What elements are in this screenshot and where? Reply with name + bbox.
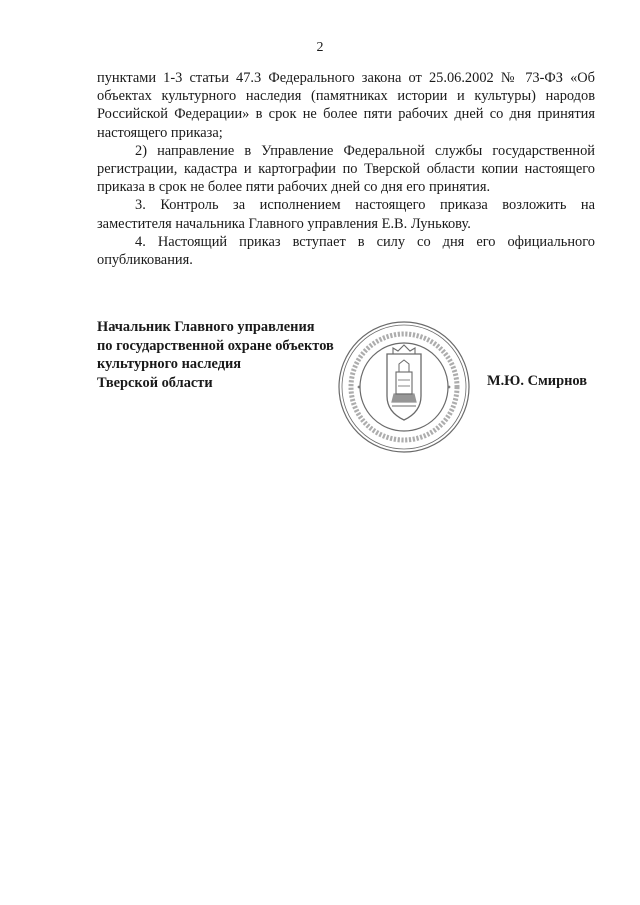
signatory-title-line: по государственной охране объектов (97, 337, 334, 354)
page-number: 2 (316, 40, 324, 55)
signatory-title-line: Начальник Главного управления (97, 319, 315, 335)
signatory-title-line: Тверской области (97, 374, 213, 391)
seal-outer-ring-inner (342, 325, 466, 449)
paragraph-item-4: 4. Настоящий приказ вступает в силу со дня его официального опубликования. (97, 233, 595, 269)
seal-ring-lettering (351, 334, 457, 440)
coat-of-arms-shield-icon (387, 354, 421, 420)
throne-icon (396, 372, 412, 394)
signatory-title-line: культурного наследия (97, 356, 242, 372)
paragraph-continuation: пунктами 1-3 статьи 47.3 Федерального закона от 25.06.2002 № 73-ФЗ «Об объектах культурного наследия (памятниках истории и культуры) народов Российской Федерации» в срок не более пяти рабочих дней со дня принятия настоящего приказа; (97, 70, 595, 141)
official-seal-stamp (337, 320, 471, 454)
signatory-name: М.Ю. Смирнов (487, 373, 587, 389)
paragraph-item-3: 3. Контроль за исполнением настоящего приказа возложить на заместителя начальника Главного управления Е.В. Лунькову. (97, 197, 595, 232)
seal-inner-ring (360, 343, 448, 431)
crown-icon (393, 345, 415, 354)
signatory-title (97, 318, 357, 392)
paragraph-item-2: 2) направление в Управление Федеральной службы государственной регистрации, кадастра и картографии по Тверской области копии настоящего приказа в срок не более пяти рабочих дней со дня его принятия. (97, 142, 595, 196)
document-body (97, 69, 595, 269)
